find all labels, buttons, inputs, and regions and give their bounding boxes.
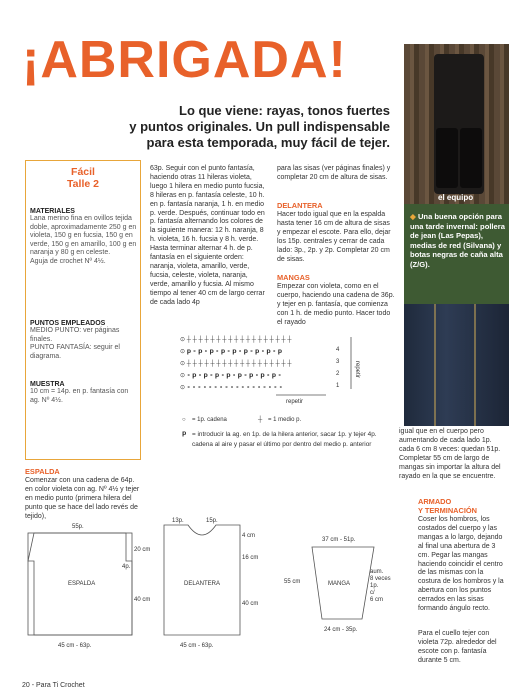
legend-cadena: = 1p. cadena bbox=[192, 417, 227, 423]
espalda-label: ESPALDA bbox=[68, 581, 96, 587]
page-footer: 20 - Para Ti Crochet bbox=[22, 682, 85, 689]
terminacion-heading: Y TERMINACIÓN bbox=[418, 506, 477, 515]
row-number-2: 2 bbox=[336, 371, 340, 377]
muestra-section: MUESTRA 10 cm = 14p. en p. fantasía con ag. Nº 4½. bbox=[30, 381, 129, 404]
svg-text:⊙ ┼ ┼ ┼ ┼ ┼ ┼ ┼ ┼ ┼ ┼ ┼ ┼ ┼ ┼: ⊙ ┼ ┼ ┼ ┼ ┼ ┼ ┼ ┼ ┼ ┼ ┼ ┼ ┼ ┼ ┼ ┼ ┼ ┼ bbox=[180, 337, 292, 343]
manga-aum: aum. bbox=[370, 569, 384, 575]
svg-text:⊙ ∘ ∘ ∘ ∘ ∘ ∘ ∘ ∘ ∘ ∘ ∘ ∘ ∘ ∘: ⊙ ∘ ∘ ∘ ∘ ∘ ∘ ∘ ∘ ∘ ∘ ∘ ∘ ∘ ∘ ∘ ∘ ∘ ∘ bbox=[180, 385, 283, 391]
delantera-outline bbox=[164, 525, 240, 635]
stitch-diagram bbox=[176, 333, 386, 483]
armado-heading: ARMADO bbox=[418, 497, 452, 506]
mangas-heading: MANGAS bbox=[277, 273, 310, 282]
column-2-text: 63p. Seguir con el punto fantasía, haciendo otras 11 hileras violeta, luego 1 hilera en medio punto fucsia, 8 hileras en p. fantasía celeste, 10 h. en p. fantasía naranja, 1 h. en medio p. verde. Después, continuar todo en p. fantasía alternando los colores de la siguiente manera: 12 h. naranja, 8 h. violeta, 16 h. fucsia y 8 h. verde. Hasta terminar alternar 4 h. de p. fantasía en el siguiente orden: naranja, violeta, amarillo, verde, fucsia, celeste, violeta, naranja, verde, amarillo y fucsia. Al mismo tiempo al tener 40 cm de largo cerrar de cada lado 4p bbox=[150, 165, 265, 306]
manga-8-veces: 8 veces bbox=[370, 576, 391, 582]
aguja-text: Aguja de crochet Nº 4½. bbox=[30, 257, 106, 265]
difficulty: Fácil Talle 2 bbox=[67, 166, 99, 190]
manga-length-measure: 55 cm bbox=[284, 579, 301, 585]
row-number-3: 3 bbox=[336, 359, 340, 365]
espalda-sisa-measure: 20 cm bbox=[134, 547, 151, 553]
espalda-4p-measure: 4p. bbox=[122, 564, 131, 570]
manga-bottom-measure: 24 cm - 35p. bbox=[324, 627, 358, 633]
manga-top-measure: 37 cm - 51p. bbox=[322, 537, 356, 543]
armado-text: Coser los hombros, los costados del cuerpo y las mangas a lo largo, dejando al final una abertura de 3 cm. Pegar las mangas haciendo coincidir el centro de las mismas con la costura de los hombros y la abertura con los puntos cerrados en las sisas formando ángulo recto. bbox=[418, 516, 504, 613]
espalda-text: Comenzar con una cadena de 64p. en color violeta con ag. Nº 4½ y tejer en medio punto (primera hilera del punto que se hace del lado revés de tejido), bbox=[25, 477, 140, 520]
page-title: ¡ABRIGADA! bbox=[22, 31, 347, 89]
subtitle: Lo que viene: rayas, tonos fuertes y puntos originales. Un pull indispensable para esta temporada, muy fácil de tejer. bbox=[129, 103, 390, 150]
delantera-16cm: 16 cm bbox=[242, 555, 259, 561]
delantera-4cm: 4 cm bbox=[242, 533, 256, 539]
svg-text:⊙ ┼ ┼ ┼ ┼ ┼ ┼ ┼ ┼ ┼ ┼ ┼ ┼ ┼ ┼: ⊙ ┼ ┼ ┼ ┼ ┼ ┼ ┼ ┼ ┼ ┼ ┼ ┼ ┼ ┼ ┼ ┼ ┼ ┼ bbox=[180, 361, 292, 367]
row-number-1: 1 bbox=[336, 383, 340, 389]
manga-label: MANGA bbox=[328, 581, 351, 587]
repeat-label-horizontal: repetir bbox=[286, 399, 304, 405]
puntos-section: PUNTOS EMPLEADOS MEDIO PUNTO: ver páginas finales. PUNTO FANTASÍA: seguir el diagrama. bbox=[30, 320, 120, 360]
outfit-photo bbox=[404, 44, 509, 204]
delantera-15p: 15p. bbox=[206, 518, 218, 524]
manga-c: c/ bbox=[370, 590, 375, 596]
delantera-label: DELANTERA bbox=[184, 581, 221, 587]
espalda-heading: ESPALDA bbox=[25, 467, 60, 476]
manga-6cm: 6 cm bbox=[370, 597, 384, 603]
espalda-length-measure: 40 cm bbox=[134, 597, 151, 603]
info-box bbox=[25, 160, 141, 460]
legend-fantasia: = introducir la ag. en 1p. de la hilera anterior, sacar 1p. y tejer 4p. cadena al aire y pasar el último por dentro del medio p. anterior bbox=[192, 431, 377, 448]
materiales-section: MATERIALES Lana merino fina en ovillos tejida doble, aproximadamente 250 g en violeta, 150 g en fucsia, 150 g en verde, 150 g en amarillo, 100 g en naranja y 80 g en celeste. Aguja de crochet Nº 4½. bbox=[30, 208, 137, 265]
svg-text:⊙ ∘ 𝗽 ∘ 𝗽 ∘ 𝗽 ∘ 𝗽 ∘ 𝗽 ∘ �: ⊙ ∘ 𝗽 ∘ 𝗽 ∘ 𝗽 ∘ 𝗽 ∘ 𝗽 ∘ 𝗽 ∘ 𝗽 ∘ 𝗽 ∘ bbox=[180, 373, 282, 379]
column-3-text: para las sisas (ver páginas finales) y completar 20 cm de altura de sisas. bbox=[277, 165, 391, 181]
delantera-13p: 13p. bbox=[172, 518, 184, 524]
bullet-icon: ◆ bbox=[410, 212, 418, 221]
row-number-4: 4 bbox=[336, 347, 340, 353]
repeat-label-vertical: repetir bbox=[354, 361, 360, 379]
fancy-stitch-symbol-icon: 𝗽 bbox=[182, 431, 187, 437]
delantera-bottom-measure: 45 cm - 63p. bbox=[180, 643, 214, 649]
chain-symbol-icon: ○ bbox=[182, 417, 186, 423]
delantera-40cm: 40 cm bbox=[242, 601, 259, 607]
equipo-text: ◆ Una buena opción para una tarde invernal: pollera de jean (Las Pepas), medias de red (Silvana) y botas negras de caña alta (Z/G). bbox=[410, 212, 505, 269]
espalda-top-measure: 55p. bbox=[72, 524, 84, 530]
cuello-text: Para el cuello tejer con violeta 72p. alrededor del escote con p. fantasía durante 5 cm. bbox=[418, 630, 497, 664]
mangas-continued: igual que en el cuerpo pero aumentando de cada lado 1p. cada 6 cm 8 veces: quedan 51p. Completar 55 cm de largo de mangas sin importar la altura del rayado en la que se encuentre. bbox=[399, 428, 501, 480]
delantera-text: Hacer todo igual que en la espalda hasta tener 16 cm de altura de sisas y empezar el escote. Para ello, dejar los 15p. centrales y cerrar de cada lado: 3p., 2p. y 2p. Completar 20 cm de sisas. bbox=[277, 211, 391, 263]
equipo-label: el equipo bbox=[438, 193, 474, 202]
materiales-text: Lana merino fina en ovillos tejida doble, aproximadamente 250 g en violeta, 150 g en fucsia, 150 g en verde, 150 g en amarillo, 100 g en naranja y 80 g en celeste. bbox=[30, 215, 137, 257]
jeans-photo bbox=[404, 304, 509, 426]
stitch-rows bbox=[180, 335, 292, 391]
mangas-text: Empezar con violeta, como en el cuerpo, haciendo una cadena de 36p. y tejer en p. fantasía, que comienza con 1 h. de medio punto. Hacer todo el rayado bbox=[277, 283, 395, 326]
svg-text:⊙ 𝗽 ∘ 𝗽 ∘ 𝗽 ∘ 𝗽 ∘ 𝗽 ∘ 𝗽: ⊙ 𝗽 ∘ 𝗽 ∘ 𝗽 ∘ 𝗽 ∘ 𝗽 ∘ 𝗽 ∘ 𝗽 ∘ 𝗽 ∘ 𝗽 bbox=[180, 349, 283, 355]
manga-1p: 1p. bbox=[370, 583, 379, 589]
medio-punto-symbol-icon: ┼ bbox=[258, 417, 263, 423]
schematics bbox=[22, 515, 402, 680]
legend-medio-punto: = 1 medio p. bbox=[268, 417, 302, 423]
delantera-heading: DELANTERA bbox=[277, 201, 323, 210]
espalda-bottom-measure: 45 cm - 63p. bbox=[58, 643, 92, 649]
